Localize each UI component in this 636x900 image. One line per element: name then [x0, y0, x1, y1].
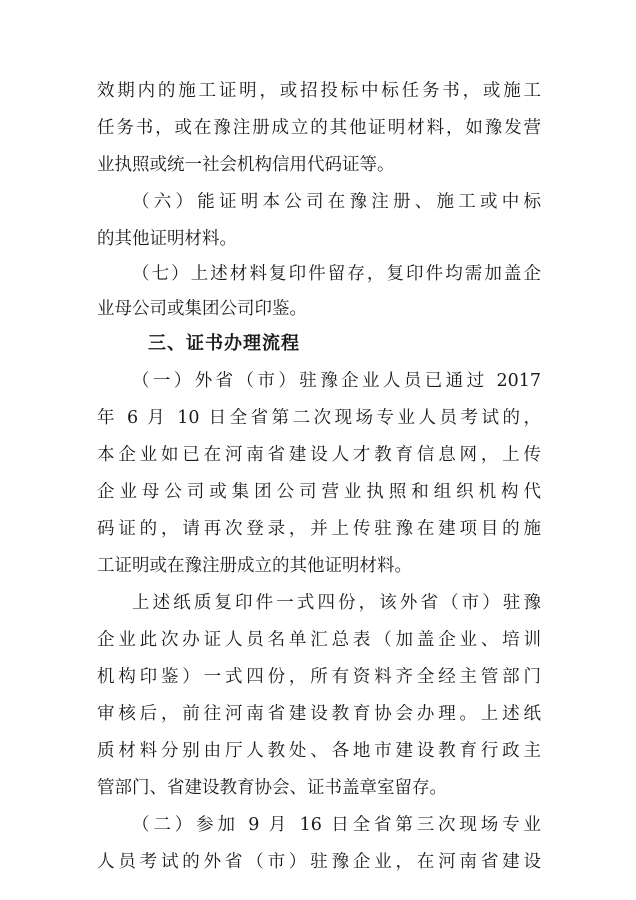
- body-line: 本企业如已在河南省建设人才教育信息网，上传: [97, 445, 541, 465]
- body-line: 企业母公司或集团公司营业执照和组织机构代: [97, 482, 541, 502]
- body-line: 人员考试的外省（市）驻豫企业，在河南省建设: [97, 852, 541, 872]
- body-line: （二）参加 9 月 16 日全省第三次现场专业: [132, 815, 541, 835]
- section-heading: 三、证书办理流程: [148, 333, 300, 354]
- body-line: 审核后，前往河南省建设教育协会办理。上述纸: [97, 704, 541, 724]
- body-line: 的其他证明材料。: [97, 229, 237, 249]
- body-line: 上述纸质复印件一式四份，该外省（市）驻豫: [132, 593, 541, 613]
- body-line: 任务书，或在豫注册成立的其他证明材料，如豫发营: [97, 118, 541, 138]
- body-line: （七）上述材料复印件留存，复印件均需加盖企: [132, 264, 541, 284]
- body-line: 管部门、省建设教育协会、证书盖章室留存。: [97, 778, 447, 798]
- body-line: 效期内的施工证明，或招投标中标任务书，或施工: [97, 81, 541, 101]
- body-line: （六）能证明本公司在豫注册、施工或中标: [132, 192, 541, 212]
- body-line: 企业此次办证人员名单汇总表（加盖企业、培训: [97, 630, 541, 650]
- body-line: 业母公司或集团公司印鉴。: [97, 299, 307, 319]
- body-line: （一）外省（市）驻豫企业人员已通过 2017: [132, 371, 541, 391]
- body-line: 年 6 月 10 日全省第二次现场专业人员考试的，: [97, 408, 541, 428]
- body-line: 机构印鉴）一式四份，所有资料齐全经主管部门: [97, 667, 541, 687]
- body-line: 码证的，请再次登录，并上传驻豫在建项目的施: [97, 519, 541, 539]
- body-line: 业执照或统一社会机构信用代码证等。: [97, 155, 395, 175]
- body-line: 质材料分别由厅人教处、各地市建设教育行政主: [97, 741, 541, 761]
- body-line: 工证明或在豫注册成立的其他证明材料。: [97, 556, 412, 576]
